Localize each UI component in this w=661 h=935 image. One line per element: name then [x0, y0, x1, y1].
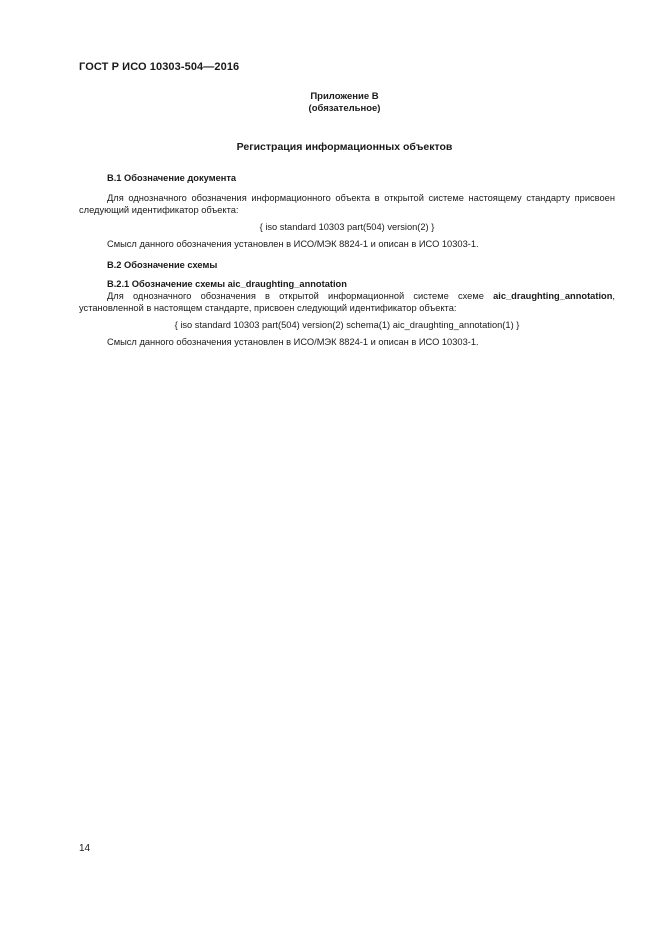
- section-b21-paragraph: [79, 290, 615, 314]
- section-b1-formula: { iso standard 10303 part(504) version(2) }: [259, 222, 435, 232]
- section-b21-paragraph-end: , установленной в настоящем стандарте, присвоен следующий идентификатор объекта:: [79, 291, 615, 313]
- section-b1-paragraph: Для однозначного обозначения информационного объекта в открытой системе настоящему стандарту присвоен следующий идентификатор объекта:: [79, 193, 615, 215]
- section-b2-heading: В.2 Обозначение схемы: [107, 260, 218, 270]
- schema-name-bold: aic_draughting_annotation: [493, 291, 613, 301]
- section-b21-paragraph-start: Для однозначного обозначения в открытой информационной системе схеме: [107, 291, 494, 301]
- page-number: 14: [79, 843, 91, 854]
- document-body: [79, 172, 615, 348]
- appendix-status: (обязательное): [308, 103, 381, 114]
- section-b21-meaning: Смысл данного обозначения установлен в ИСО/МЭК 8824-1 и описан в ИСО 10303-1.: [107, 337, 479, 347]
- section-b21-heading: В.2.1 Обозначение схемы aic_draughting_annotation: [107, 279, 347, 289]
- document-header-code: ГОСТ Р ИСО 10303-504—2016: [79, 61, 240, 73]
- appendix-label: Приложение В: [310, 91, 379, 102]
- appendix-block: [0, 91, 661, 115]
- appendix-title: Регистрация информационных объектов: [236, 141, 453, 153]
- section-b1-meaning: Смысл данного обозначения установлен в ИСО/МЭК 8824-1 и описан в ИСО 10303-1.: [107, 239, 479, 249]
- section-b1-heading: В.1 Обозначение документа: [107, 173, 237, 183]
- section-b21-formula: { iso standard 10303 part(504) version(2) schema(1) aic_draughting_annotation(1) }: [174, 320, 520, 330]
